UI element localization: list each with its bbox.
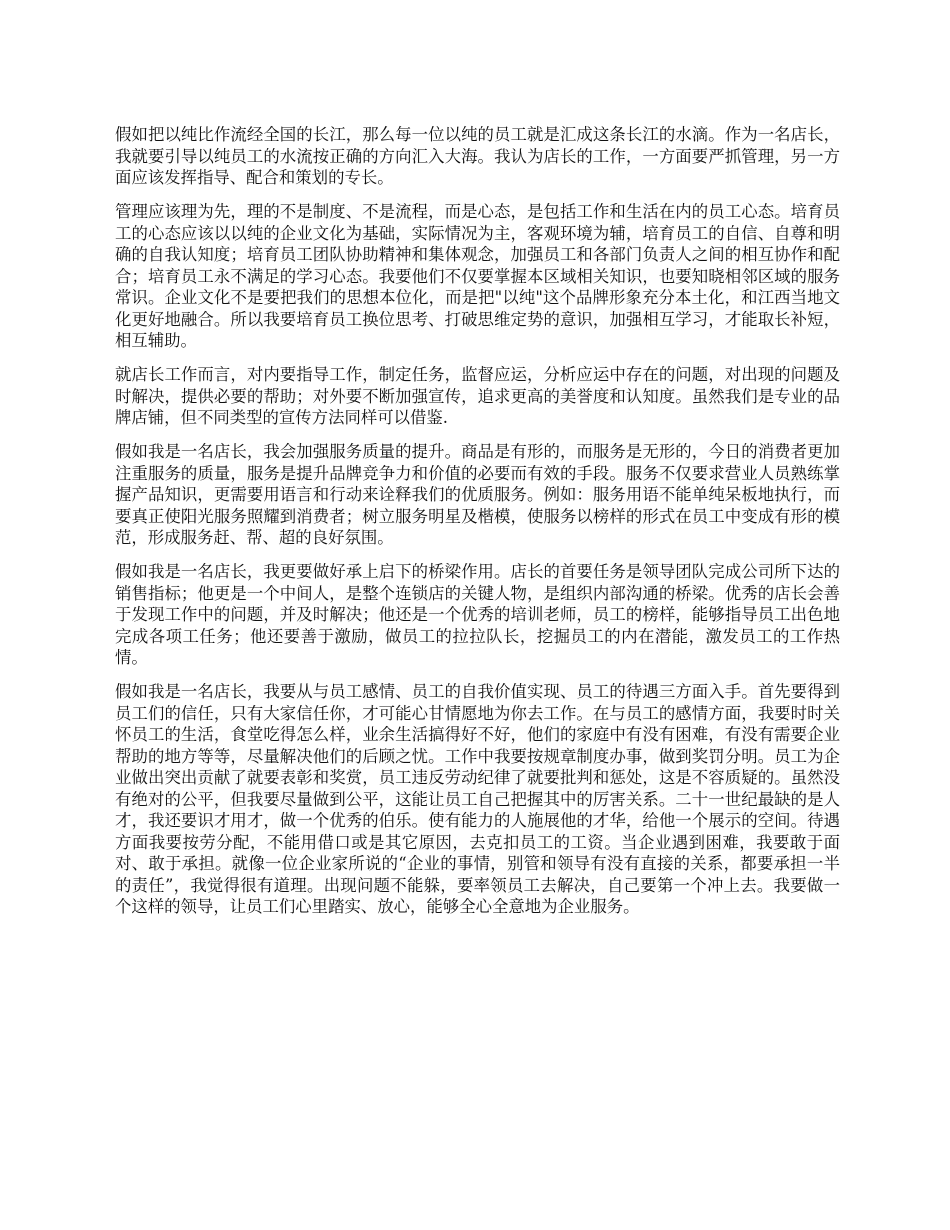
paragraph-4: 假如我是一名店长，我会加强服务质量的提升。商品是有形的，而服务是无形的，今日的消费者更加注重服务的质量，服务是提升品牌竞争力和价值的必要而有效的手段。服务不仅要求营业人员熟练掌握产品知识，更需要用语言和行动来诠释我们的优质服务。例如：服务用语不能单纯呆板地执行，而要真正使阳光服务照耀到消费者；树立服务明星及楷模，使服务以榜样的形式在员工中变成有形的模范，形成服务赶、帮、超的良好氛围。	[115, 442, 840, 547]
paragraph-5: 假如我是一名店长，我更要做好承上启下的桥梁作用。店长的首要任务是领导团队完成公司所下达的销售指标；他更是一个中间人，是整个连锁店的关键人物，是组织内部沟通的桥梁。优秀的店长会善于发现工作中的问题，并及时解决；他还是一个优秀的培训老师，员工的榜样，能够指导员工出色地完成各项工任务；他还要善于激励，做员工的拉拉队长，挖掘员工的内在潜能，激发员工的工作热情。	[115, 562, 840, 667]
paragraph-1: 假如把以纯比作流经全国的长江，那么每一位以纯的员工就是汇成这条长江的水滴。作为一名店长，我就要引导以纯员工的水流按正确的方向汇入大海。我认为店长的工作，一方面要严抓管理，另一方面应该发挥指导、配合和策划的专长。	[115, 125, 840, 187]
paragraph-3: 就店长工作而言，对内要指导工作，制定任务，监督应运，分析应运中存在的问题，对出现的问题及时解决，提供必要的帮助；对外要不断加强宣传，追求更高的美誉度和认知度。虽然我们是专业的品牌店铺，但不同类型的宣传方法同样可以借鉴.	[115, 365, 840, 427]
paragraph-6: 假如我是一名店长，我要从与员工感情、员工的自我价值实现、员工的待遇三方面入手。首先要得到员工们的信任，只有大家信任你，才可能心甘情愿地为你去工作。在与员工的感情方面，我要时时关怀员工的生活，食堂吃得怎么样，业余生活搞得好不好，他们的家庭中有没有困难，有没有需要企业帮助的地方等等，尽量解决他们的后顾之忧。工作中我要按规章制度办事，做到奖罚分明。员工为企业做出突出贡献了就要表彰和奖赏，员工违反劳动纪律了就要批判和惩处，这是不容质疑的。虽然没有绝对的公平，但我要尽量做到公平，这能让员工自己把握其中的厉害关系。二十一世纪最缺的是人才，我还要识才用才，做一个优秀的伯乐。使有能力的人施展他的才华，给他一个展示的空间。待遇方面我要按劳分配，不能用借口或是其它原因，去克扣员工的工资。当企业遇到困难，我要敢于面对、敢于承担。就像一位企业家所说的“企业的事情，别管和领导有没有直接的关系，都要承担一半的责任”，我觉得很有道理。出现问题不能躲，要率领员工去解决，自己要第一个冲上去。我要做一个这样的领导，让员工们心里踏实、放心，能够全心全意地为企业服务。	[115, 682, 840, 916]
document-body	[115, 124, 840, 930]
paragraph-2: 管理应该理为先，理的不是制度、不是流程，而是心态，是包括工作和生活在内的员工心态。培育员工的心态应该以以纯的企业文化为基础，实际情况为主，客观环境为辅，培育员工的自信、自尊和明确的自我认知度；培育员工团队协助精神和集体观念，加强员工和各部门负责人之间的相互协作和配合；培育员工永不满足的学习心态。我要他们不仅要掌握本区域相关知识，也要知晓相邻区域的服务常识。企业文化不是要把我们的思想本位化，而是把"以纯"这个品牌形象充分本土化，和江西当地文化更好地融合。所以我要培育员工换位思考、打破思维定势的意识，加强相互学习，才能取长补短，相互辅助。	[115, 202, 840, 350]
